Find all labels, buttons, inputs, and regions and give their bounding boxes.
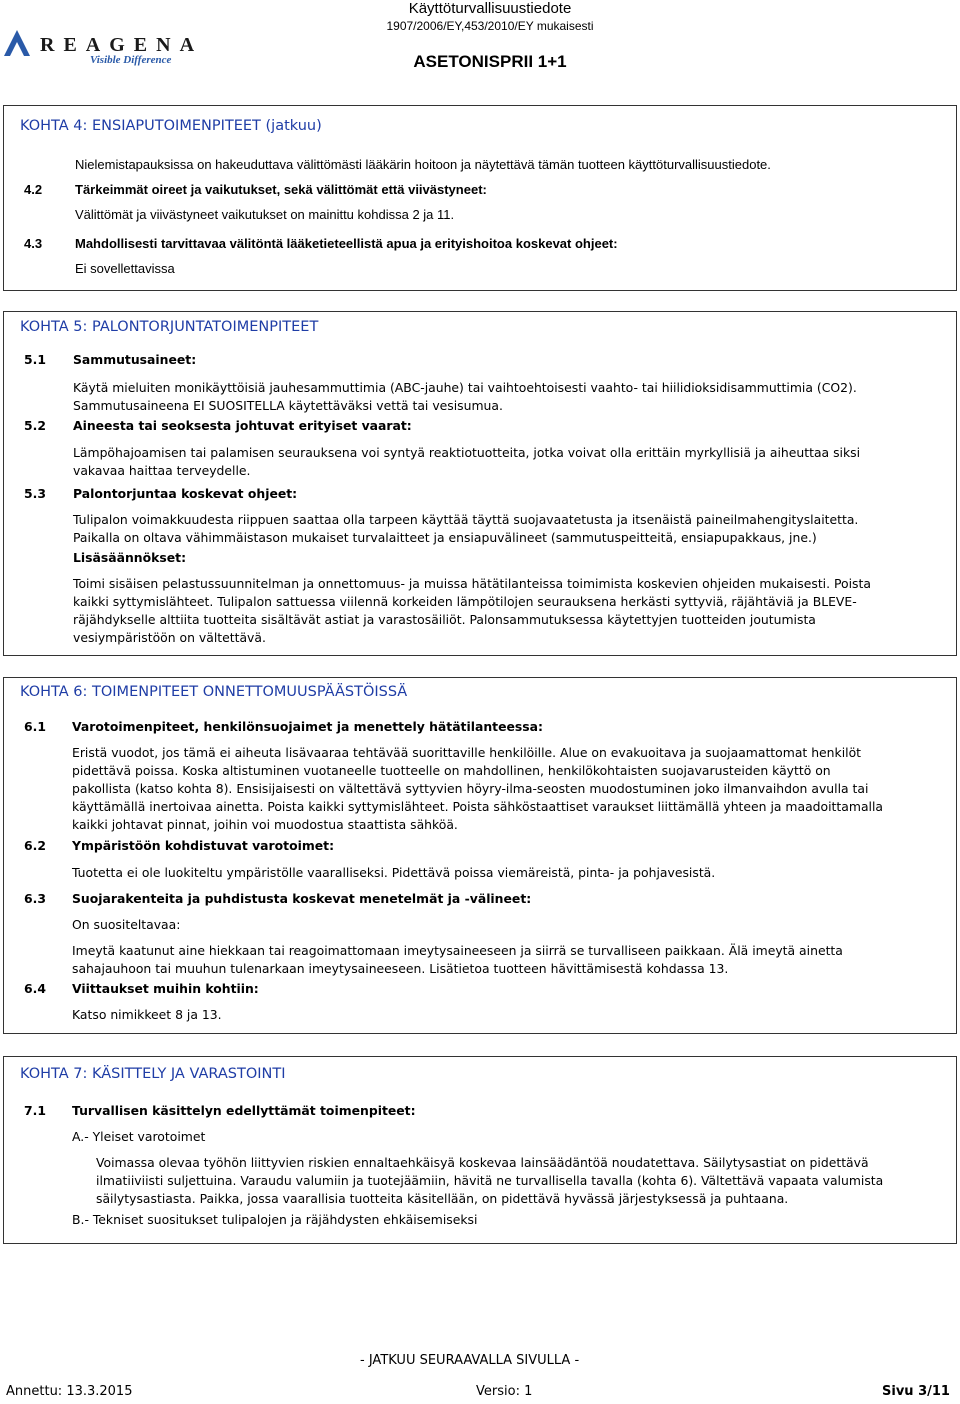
logo-brand: REAGENA [40,34,204,56]
subsection-number: 4.2 [24,182,43,197]
section-title: KOHTA 5: PALONTORJUNTATOIMENPITEET [20,319,319,335]
paragraph-line: On suositeltavaa: [72,917,181,932]
paragraph-line: sahajauhoon tai muuhun tulenarkaan imeytysaineeseen. Lisätietoa tuotteen hävittämisestä kohdassa 13. [72,961,729,976]
paragraph-line: vesiympäristöön on vältettävä. [73,630,266,645]
subsection-number: 5.2 [24,418,46,433]
section-title: KOHTA 6: TOIMENPITEET ONNETTOMUUSPÄÄSTÖISSÄ [20,684,408,700]
paragraph-line: kaikki syttymislähteet. Tulipalon sattuessa viilennä korkeiden lämpötilojen seurauksena herkästi syttyviä, räjähtäviä ja BLEVE- [73,594,857,609]
subsection-heading: Suojarakenteita ja puhdistusta koskevat menetelmät ja -välineet: [72,891,532,906]
paragraph-line: ilmatiiviisti suljettuina. Varaudu valumiin ja tuotejäämiin, hävitä ne turvallisella tavalla (kohta 6). Vältettävä vapaata valumista [96,1173,884,1188]
paragraph-line: vakavaa haittaa terveydelle. [73,463,251,478]
page-number: Sivu 3/11 [882,1384,950,1399]
paragraph-line: räjähdykselle alttiita tuotteita sisältävät astiat ja varastosäiliöt. Palonsammutuksessa käytettyjen tuotteiden joutumista [73,612,816,627]
paragraph-line: Sammutusaineena EI SUOSITELLA käytettäväksi vettä tai vesisumua. [73,398,503,413]
paragraph-line: pakollista (katso kohta 8). Ensisijaisesti on vältettävä syttyvien höyry-ilma-seosten muodostuminen joko ilmanvaihdon avulla tai [72,781,869,796]
paragraph-line: Lämpöhajoamisen tai palamisen seurauksena voi syntyä reaktiotuotteita, jotka voivat olla erittäin myrkyllisiä ja aiheuttaa siksi [73,445,861,460]
paragraph-line: Voimassa olevaa työhön liittyvien riskien ennaltaehkäisyä koskevaa lainsäädäntöä noudatettava. Säilytysastiat on pidettävä [96,1155,869,1170]
document-title: Käyttöturvallisuustiedote [408,0,572,17]
subsection-heading: Ympäristöön kohdistuvat varotoimet: [72,838,335,853]
paragraph-line: säilytysastiasta. Paikka, jossa vaarallisia tuotteita käsitellään, on pidettävä hyvässä järjestyksessä ja puhtaana. [96,1191,789,1206]
subsection-number: 6.3 [24,891,46,906]
subsection-heading: Aineesta tai seoksesta johtuvat erityiset vaarat: [73,418,412,433]
subsection-number: 6.1 [24,719,46,734]
subsection-number: 5.1 [24,352,46,367]
section-title: KOHTA 7: KÄSITTELY JA VARASTOINTI [20,1066,286,1082]
paragraph: Nielemistapauksissa on hakeuduttava välittömästi lääkärin hoitoon ja näytettävä tämän tuotteen käyttöturvallisuustiedote. [75,157,771,172]
continues-notice: - JATKUU SEURAAVALLA SIVULLA - [360,1353,580,1368]
paragraph-line: Toimi sisäisen pelastussuunnitelman ja onnettomuus- ja muissa hätätilanteissa toimimista koskevien ohjeiden mukaisesti. Poista [73,576,871,591]
subsection-heading: Palontorjuntaa koskevat ohjeet: [73,486,298,501]
paragraph-line: Imeytä kaatunut aine hiekkaan tai reagoimattomaan imeytysaineeseen ja siirrä se turvalliseen paikkaan. Älä imeytä ainetta [72,943,843,958]
subsection-heading: Turvallisen käsittelyn edellyttämät toimenpiteet: [72,1103,416,1118]
paragraph-line: kaikki johtavat pinnat, joihin voi muodostua staattista sähköä. [72,817,458,832]
section-title: KOHTA 4: ENSIAPUTOIMENPITEET (jatkuu) [20,118,322,134]
company-logo [4,30,204,70]
subsection-heading: Sammutusaineet: [73,352,197,367]
paragraph-line: Tuotetta ei ole luokiteltu ympäristölle vaaralliseksi. Pidettävä poissa viemäreistä, pinta- ja pohjavesistä. [72,865,716,880]
subsection-number: 4.3 [24,236,43,251]
subsection-heading: Viittaukset muihin kohtiin: [72,981,259,996]
section-6 [3,677,957,1034]
section-5 [3,311,957,656]
subsection-number: 7.1 [24,1103,46,1118]
logo-tagline: Visible Difference [90,54,172,66]
subsection-heading: Tärkeimmät oireet ja vaikutukset, sekä välittömät että viivästyneet: [75,182,487,197]
section-4 [3,105,957,291]
paragraph-line: Katso nimikkeet 8 ja 13. [72,1007,222,1022]
section-7 [3,1056,957,1244]
subheading-line: B.- Tekniset suositukset tulipalojen ja räjähdysten ehkäisemiseksi [72,1212,478,1227]
subsection-heading: Mahdollisesti tarvittavaa välitöntä lääketieteellistä apua ja erityishoitoa koskevat ohjeet: [75,236,618,251]
reagena-logo-icon [4,30,30,56]
paragraph-line: pidettävä poissa. Koska altistuminen vuotaneelle tuotteelle on mahdollinen, henkilökohtaisten suojavarusteiden käyttö on [72,763,831,778]
product-name: ASETONISPRII 1+1 [413,52,567,71]
version: Versio: 1 [476,1384,533,1399]
paragraph-line: Paikalla on oltava vähimmäistason mukaiset turvalaitteet ja ensiapuvälineet (sammutuspeitteitä, ensiapupakkaus, jne.) [73,530,817,545]
subsection-number: 5.3 [24,486,46,501]
subsection-heading: Varotoimenpiteet, henkilönsuojaimet ja menettely hätätilanteessa: [72,719,543,734]
paragraph: Välittömät ja viivästyneet vaikutukset on mainittu kohdissa 2 ja 11. [75,207,455,222]
issue-date: Annettu: 13.3.2015 [6,1384,133,1399]
additional-provisions-heading: Lisäsäännökset: [73,550,187,565]
paragraph-line: Tulipalon voimakkuudesta riippuen saattaa olla tarpeen käyttää täyttä suojavaatetusta ja itsenäistä paineilmahengityslaitetta. [73,512,859,527]
paragraph-line: Eristä vuodot, jos tämä ei aiheuta lisävaaraa tehtävää suorittaville henkilöille. Alue on evakuoitava ja suojaamattomat henkilöt [72,745,862,760]
regulation-reference: 1907/2006/EY,453/2010/EY mukaisesti [386,19,594,33]
paragraph-line: käyttämällä inertoivaa ainetta. Poista kaikki syttymislähteet. Poista sähköstaattiset varaukset liittämällä yhteen ja maadoittamalla [72,799,884,814]
subsection-number: 6.4 [24,981,46,996]
subheading-line: A.- Yleiset varotoimet [72,1129,206,1144]
subsection-number: 6.2 [24,838,46,853]
paragraph: Ei sovellettavissa [75,261,175,276]
paragraph-line: Käytä mieluiten monikäyttöisiä jauhesammuttimia (ABC-jauhe) tai vaihtoehtoisesti vaahto- tai hiilidioksidisammuttimia (CO2). [73,380,857,395]
